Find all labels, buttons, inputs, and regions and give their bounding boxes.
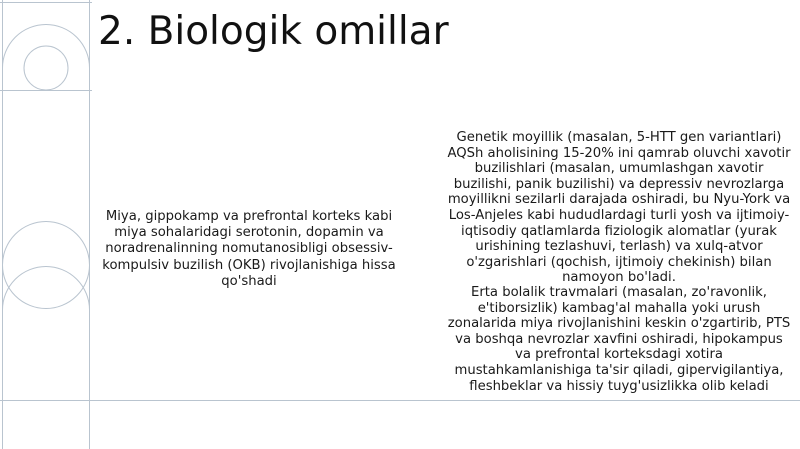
deco-arc-top <box>3 24 90 68</box>
deco-small-circle <box>24 46 68 90</box>
deco-large-circle <box>3 222 90 309</box>
right-column-paragraph-genetic: Genetik moyillik (masalan, 5-HTT gen variantlari) AQSh aholisining 15-20% ini qamrab oluvchi xavotir buzilishlari (masalan, umumlashgan xavotir buzilishi, panik buzilishi) va depressiv nevrozlarga moyillikni sezilarli darajada oshiradi, bu Nyu-York va Los-Anjeles kabi hududlardagi turli yosh va ijtimoiy-iqtisodiy qatlamlarda fiziologik alomatlar (yurak urishining tezlashuvi, terlash) va xulq-atvor o'zgarishlari (qochish, ijtimoiy chekinish) bilan namoyon bo'ladi. <box>447 130 791 286</box>
deco-arc-lower <box>3 267 90 401</box>
right-column-paragraph-trauma: Erta bolalik travmalari (masalan, zo'ravonlik, e'tiborsizlik) kambag'al mahalla yoki urush zonalarida miya rivojlanishini keskin o'zgartirib, PTS va boshqa nevrozlar xavfini oshiradi, hipokampus va prefrontal korteksdagi xotira mustahkamlanishiga ta'sir qiladi, gipervigilantiya, fleshbeklar va hissiy tuyg'usizlikka olib keladi <box>447 285 791 394</box>
left-column-text: Miya, gippokamp va prefrontal korteks kabi miya sohalaridagi serotonin, dopamin va noradrenalinning nomutanosibligi obsessiv-kompulsiv buzilish (OKB) rivojlanishiga hissa qo'shadi <box>102 209 396 289</box>
slide-title: 2. Biologik omillar <box>98 9 449 54</box>
